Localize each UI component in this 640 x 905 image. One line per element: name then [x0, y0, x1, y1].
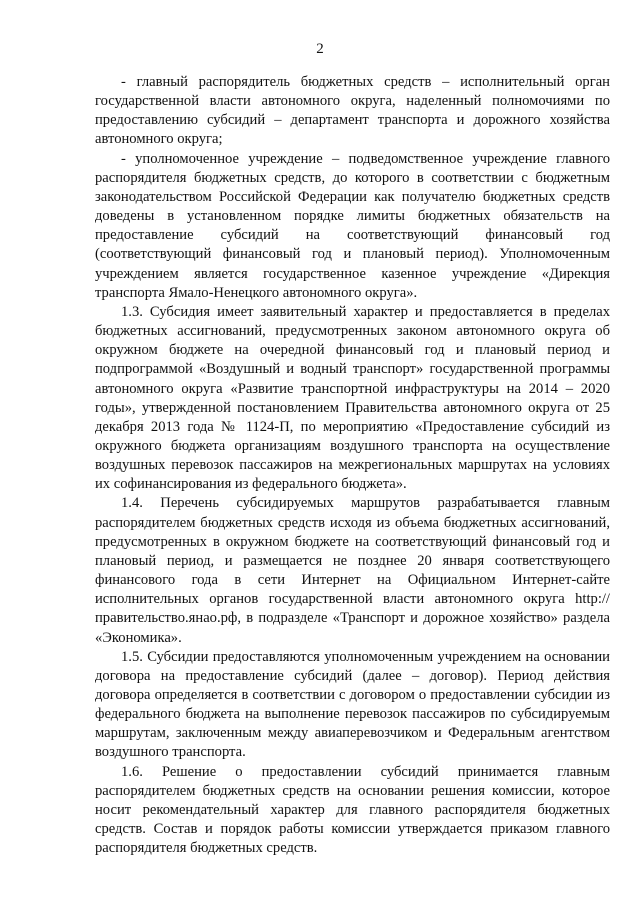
- clause-1-4: 1.4. Перечень субсидируемых маршрутов разрабатывается главным распорядителем бюджетных средств исходя из объема бюджетных ассигнований, предусмотренных в окружном бюджете на соответствующий финансовый год и плановый период, и размещается не позднее 20 января соответствующего финансового года в сети Интернет на Официальном Интернет-сайте исполнительных органов государственной власти автономного округа http://правительство.янао.рф, в подразделе «Транспорт и дорожное хозяйство» раздела «Экономика».: [95, 495, 610, 646]
- clause-1-6: 1.6. Решение о предоставлении субсидий принимается главным распорядителем бюджетных средств на основании решения комиссии, которое носит рекомендательный характер для главного распорядителя бюджетных средств. Состав и порядок работы комиссии утверждается приказом главного распорядителя бюджетных средств.: [95, 763, 610, 857]
- clause-1-5: 1.5. Субсидии предоставляются уполномоченным учреждением на основании договора на предоставление субсидий (далее – договор). Период действия договора определяется в соответствии с договором о предоставлении субсидии из федерального бюджета на выполнение перевозок пассажиров по субсидируемым маршрутам, заключенным между авиаперевозчиком и Федеральным агентством воздушного транспорта.: [95, 648, 610, 761]
- page-number: 2: [316, 41, 324, 57]
- document-body: [95, 73, 610, 858]
- definition-chief-administrator: - главный распорядитель бюджетных средств – исполнительный орган государственной власти автономного округа, наделенный полномочиями по предоставлению субсидий – департамент транспорта и дорожного хозяйства автономного округа;: [95, 74, 610, 148]
- definition-authorized-institution: - уполномоченное учреждение – подведомственное учреждение главного распорядителя бюджетных средств, до которого в соответствии с бюджетным законодательством Российской Федерации как получателю бюджетных средств доведены в установленном порядке лимиты бюджетных обязательств на предоставление субсидий на соответствующий финансовый год (соответствующий финансовый год и плановый период). Уполномоченным учреждением является государственное казенное учреждение «Дирекция транспорта Ямало-Ненецкого автономного округа».: [95, 150, 610, 301]
- clause-1-3: 1.3. Субсидия имеет заявительный характер и предоставляется в пределах бюджетных ассигнований, предусмотренных законом автономного округа об окружном бюджете на очередной финансовый год и плановый период и подпрограммой «Воздушный и водный транспорт» государственной программы автономного округа «Развитие транспортной инфраструктуры на 2014 – 2020 годы», утвержденной постановлением Правительства автономного округа от 25 декабря 2013 года № 1124-П, по мероприятию «Предоставление субсидий из окружного бюджета организациям воздушного транспорта на осуществление воздушных перевозок пассажиров на межрегиональных маршрутах на условиях их софинансирования из федерального бюджета».: [95, 303, 610, 493]
